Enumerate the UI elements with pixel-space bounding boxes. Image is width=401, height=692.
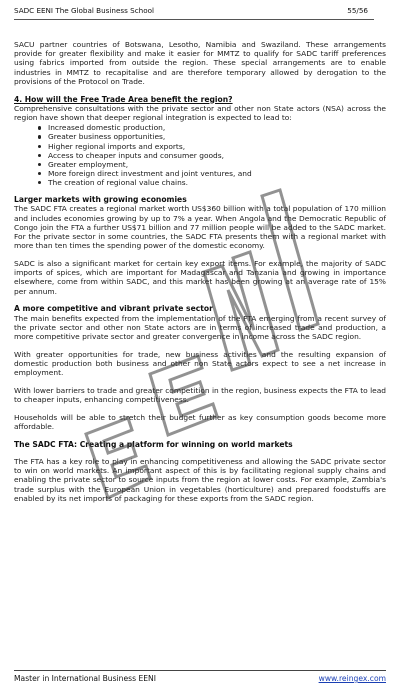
page-header bbox=[14, 5, 374, 17]
section-heading-competitive: A more competitive and vibrant private sector bbox=[14, 304, 213, 314]
competitive-paragraph-4: Households will be able to stretch their budget further as key consumption goods become more affordable. bbox=[14, 412, 386, 431]
competitive-paragraph-3: With lower barriers to trade and greater competition in the region, business expects the FTA to lead to cheaper inputs, enhancing competitiveness. bbox=[14, 385, 386, 405]
page-footer bbox=[14, 673, 386, 685]
footer-program-name: Master in International Business EENI bbox=[14, 674, 156, 683]
list-item: More foreign direct investment and joint ventures, and bbox=[38, 169, 386, 178]
header-page-number: 55/56 bbox=[347, 6, 368, 15]
intro-paragraph: SACU partner countries of Botswana, Lesotho, Namibia and Swaziland. These arrangements provide for greater flexibility and make it easier for MMTZ to qualify for SADC tariff preferences using fabrics imported from outside the region. These special arrangements are to enable industries in MMTZ to recapitalise and are therefore temporary allowed by derogation to the provisions of the Protocol on Trade. bbox=[14, 40, 386, 86]
footer-website-link[interactable]: www.reingex.com bbox=[318, 674, 386, 683]
section-heading-larger-markets: Larger markets with growing economies bbox=[14, 194, 187, 204]
list-item: Greater employment, bbox=[38, 160, 386, 169]
list-item: Increased domestic production, bbox=[38, 123, 386, 132]
larger-markets-paragraph-1: The SADC FTA creates a regional market worth US$360 billion with a total population of 170 million and includes economies growing by up to 7% a year. When Angola and the Democratic Republic of Congo join the FTA a further US$71 billion and 77 million people will be added to the SADC market. For the private sector in some countries, the SADC FTA presents them with a regional market with more than ten times the spending power of the domestic economy. bbox=[14, 204, 386, 251]
page-body bbox=[14, 40, 386, 512]
list-item: Higher regional imports and exports, bbox=[38, 142, 386, 151]
footer-divider bbox=[14, 670, 386, 671]
platform-paragraph-1: The FTA has a key role to play in enhancing competitiveness and allowing the SADC private sector to win on world markets. An important aspect of this is by facilitating regional supply chains and enabling the private sector to source inputs from the region at lower costs. For example, Zambia's trade surplus with the European Union in vegetables (horticulture) and prepared foodstuffs are enabled by its net imports of packaging for these exports from the SADC region. bbox=[14, 457, 386, 503]
list-item: Access to cheaper inputs and consumer goods, bbox=[38, 151, 386, 160]
section-heading-platform: The SADC FTA: Creating a platform for winning on world markets bbox=[14, 439, 293, 449]
header-title: SADC EENI The Global Business School bbox=[14, 6, 155, 15]
larger-markets-paragraph-2: SADC is also a significant market for certain key export items. For example, the majority of SADC imports of spices, which are important for Madagascar and Tanzania and growing in importance elsewhere, come from within SADC, and this market has been growing at an average rate of 15% per annum. bbox=[14, 258, 386, 296]
benefits-list bbox=[14, 123, 386, 187]
competitive-paragraph-2: With greater opportunities for trade, new business activities and the resulting expansion of domestic production both business and other non State actors expect to see a net increase in employment. bbox=[14, 349, 386, 378]
list-item: The creation of regional value chains. bbox=[38, 178, 386, 187]
benefits-intro: Comprehensive consultations with the private sector and other non State actors (NSA) across the region have shown that deeper regional integration is expected to lead to: bbox=[14, 103, 386, 123]
competitive-paragraph-1: The main benefits expected from the implementation of the FTA emerging from a recent survey of the private sector and other non State actors are in terms of increased trade and production, a more competitive private sector and greater convergence in income across the SADC region. bbox=[14, 313, 386, 342]
header-divider bbox=[14, 19, 374, 20]
section-heading-benefits: 4. How will the Free Trade Area benefit the region? bbox=[14, 94, 233, 104]
list-item: Greater business opportunities, bbox=[38, 132, 386, 141]
